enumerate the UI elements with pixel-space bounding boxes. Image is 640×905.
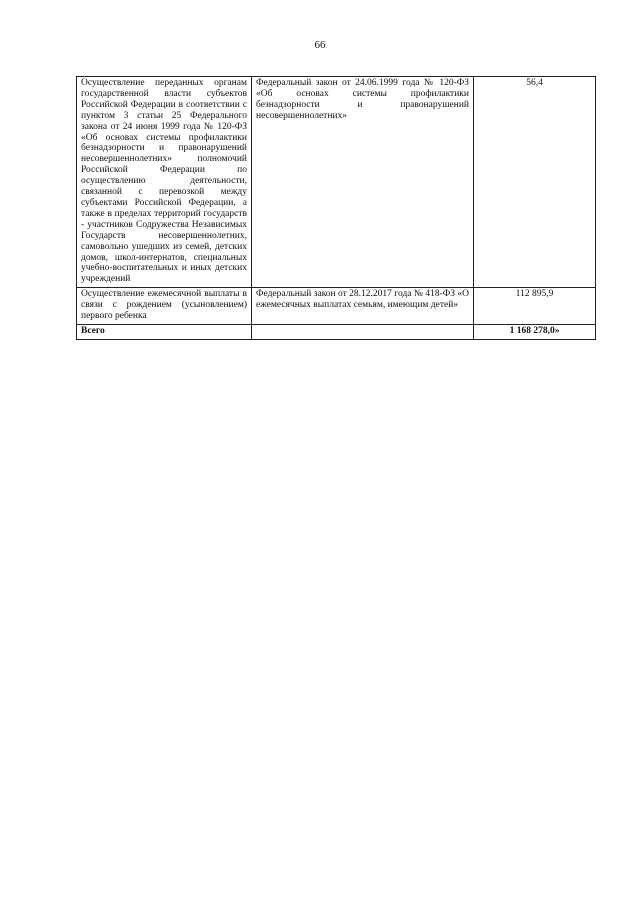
row-description: Осуществление ежемесячной выплаты в связи с рождением (усыновлением) первого ребенка (77, 288, 252, 325)
total-amount: 1 168 278,0» (474, 324, 596, 339)
row-amount: 112 895,9 (474, 288, 596, 325)
row-law-reference: Федеральный закон от 28.12.2017 года № 418-ФЗ «О ежемесячных выплатах семьям, имеющим детей» (252, 288, 474, 325)
row-description: Осуществление переданных органам государственной власти субъектов Российской Федерации в соответствии с пунктом 3 статьи 25 Федерального закона от 24 июня 1999 года № 120-ФЗ «Об основах системы профилактики безнадзорности и правонарушений несовершеннолетних» полномочий Российской Федерации по осуществлению деятельности, связанной с перевозкой между субъектами Российской Федерации, а также в пределах территорий государств - участников Содружества Независимых Государств несовершеннолетних, самовольно ушедших из семей, детских домов, школ-интернатов, специальных учебно-воспитательных и иных детских учреждений (77, 77, 252, 288)
expenditure-table (76, 76, 596, 340)
total-law-reference (252, 324, 474, 339)
page-number: 66 (314, 39, 326, 51)
table-row (77, 77, 596, 288)
row-law-reference: Федеральный закон от 24.06.1999 года № 120-ФЗ «Об основах системы профилактики безнадзорности и правонарушений несовершеннолетних» (252, 77, 474, 288)
table-row (77, 288, 596, 325)
total-label: Всего (77, 324, 252, 339)
row-amount: 56,4 (474, 77, 596, 288)
total-row (77, 324, 596, 339)
